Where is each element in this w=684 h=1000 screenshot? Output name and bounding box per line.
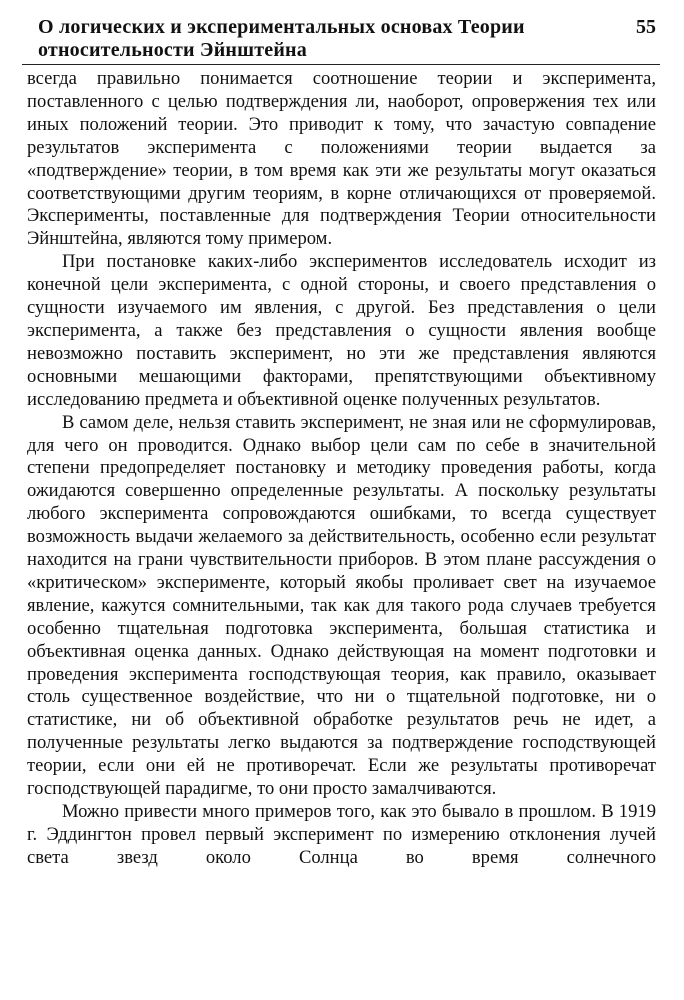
running-title: О логических и экспериментальных основах Теории относительности Эйнштейна xyxy=(38,16,525,61)
paragraph-continuation: всегда правильно понимается соотношение теории и эксперимента, поставленного с целью подтверждения ли, наоборот, опровержения тех или иных положений теории. Это приводит к тому, что зачастую совпадение результатов эксперимента с положениями теории выдается за «подтверждение» теории, в том время как эти же результаты могут оказаться соответствующими другим теориям, в корне отличающихся от проверяемой. Эксперименты, поставленные для подтверждения Теории относительности Эйнштейна, являются тому примером. xyxy=(27,68,656,250)
header-rule xyxy=(22,64,660,65)
paragraph: В самом деле, нельзя ставить эксперимент, не зная или не сформулировав, для чего он проводится. Однако выбор цели сам по себе в значительной степени предопределяет постановку и методику проведения работы, когда ожидаются совершенно определенные результаты. А поскольку результаты любого эксперимента сопровождаются ошибками, то всегда существует возможность выдачи желаемого за действительность, особенно если результат находится на грани чувствительности приборов. В этом плане рассуждения о «критическом» эксперименте, который якобы проливает свет на изучаемое явление, кажутся сомнительными, так как для такого рода случаев требуется особенно тщательная подготовка эксперимента, большая статистика и объективная оценка данных. Однако действующая на момент подготовки и проведения эксперимента господствующая теория, как правило, оказывает столь существенное воздействие, что ни о тщательной подготовке, ни о статистике, ни об объективной обработке результатов речь не идет, а полученные результаты легко выдаются за подтверждение господствующей теории, если они ей не противоречат. Если же результаты противоречат господствующей парадигме, то они просто замалчиваются. xyxy=(27,411,656,800)
paragraph: При постановке каких-либо экспериментов исследователь исходит из конечной цели эксперимента, с одной стороны, и своего представления о сущности изучаемого им явления, с другой. Без представления о цели эксперимента, а также без представления о сущности явления вообще невозможно поставить эксперимент, но эти же представления являются основными мешающими факторами, препятствующими объективному исследованию предмета и объективной оценке полученных результатов. xyxy=(27,251,656,410)
paragraph-continues: Можно привести много примеров того, как это бывало в прошлом. В 1919 г. Эддингтон провел первый эксперимент по измерению отклонения лучей света звезд около Солнца во время солнечного xyxy=(27,801,656,868)
page-header xyxy=(28,16,656,62)
body-text xyxy=(27,68,656,870)
page-number: 55 xyxy=(636,16,656,38)
